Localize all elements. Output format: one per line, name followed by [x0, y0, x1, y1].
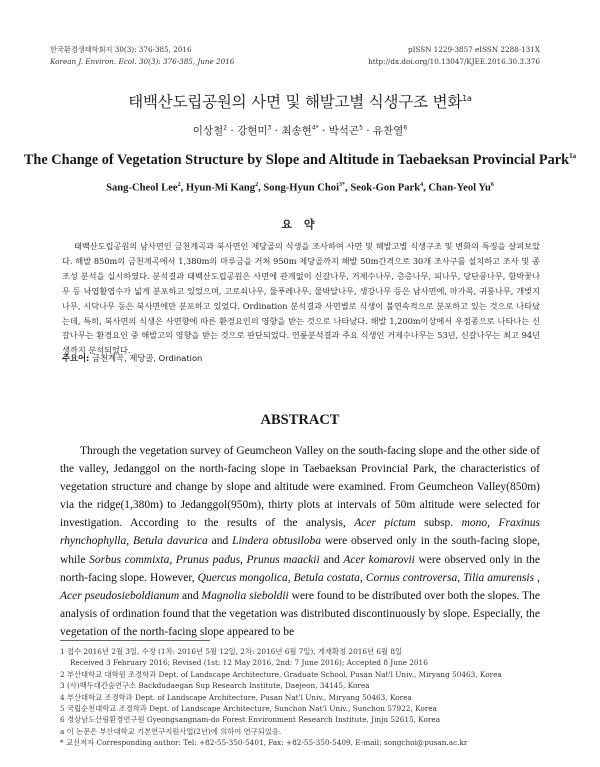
- abstract-text: were found to be distributed over both the slopes. The analysis of ordination found that the vegetation was distributed discontinuously by slope. Especially, the vegetation of the north-facing slope appeared to be: [60, 589, 540, 638]
- author-separator: ·: [271, 125, 282, 137]
- author-name: Sang-Cheol Lee: [106, 182, 178, 194]
- summary-heading: 요 약: [281, 218, 319, 231]
- footnote-line: [60, 692, 550, 703]
- title-korean-mark: 1a: [462, 93, 472, 103]
- author-affiliation-mark: 5: [359, 124, 363, 132]
- footnote-line: [60, 726, 550, 737]
- author-affiliation-mark: 6: [403, 124, 408, 132]
- keywords-text: 금천계곡, 제당골, Ordination: [92, 353, 203, 363]
- keywords: [62, 352, 540, 364]
- footnote-text: * 교신저자 Corresponding author: Tel: +82-55-350-5401, Fax: +82-55-350-5409, E-mail: songchoi@pusan.ac.kr: [60, 738, 468, 748]
- species-name: Quercus mongolica, Betula costata, Cornus controversa, Tilia amurensis: [197, 571, 535, 584]
- species-name: Lindera obtusiloba: [232, 535, 321, 548]
- footnotes: [60, 646, 550, 749]
- author-separator: ·: [318, 125, 329, 137]
- journal-citation: [50, 44, 234, 68]
- footnote-line: [60, 669, 550, 680]
- footnote-line: [60, 657, 550, 668]
- abstract-text: ,: [534, 571, 541, 584]
- footnote-line: [60, 714, 550, 725]
- author-affiliation-mark: 3*: [339, 182, 346, 188]
- doi-link[interactable]: http://dx.doi.org/10.13047/KJEE.2016.30.3.376: [368, 57, 540, 66]
- footnote-line: [60, 703, 550, 714]
- abstract-text: and: [207, 535, 233, 548]
- author-affiliation-mark: 2: [255, 182, 259, 188]
- summary-body: 태백산도립공원의 남사면인 금천계곡과 북사면인 제당골의 식생을 조사하여 사면 및 해발고별 식생구조 및 변화의 특징을 살펴보았다. 해발 850m의 금천계곡에서 1,380m의 마루금을 거쳐 950m 제당골까지 해발 50m간격으로 30개 조사구를 설치하고 조사 및 종조성 분석을 실시하였다. 분석결과 태백산도립공원은 사면에 관계없이 신갈나무, 거제수나무, 층층나무, 피나무, 당단풍나무, 함박꽃나무 등 낙엽활엽수가 넓게 분포하고 있었으며, 고로쇠나무, 물푸레나무, 물박달나무, 생강나무 등은 남사면에, 마가목, 귀룽나무, 개벚지나무, 시닥나무 등은 북사면에만 분포하고 있었다. Ordination 분석결과 사면별로 식생이 불연속적으로 분포하고 있는 것으로 나타났는데, 특히, 북사면의 식생은 사면향에 따른 환경요인의 영향을 받는 것으로 나타났다. 해발 1,200m이상에서 우점종으로 나타나는 신갈나무는 환경요인 중 해발고의 영향을 받는 것으로 판단되었다. 연륜분석결과 주요 식생인 거제수나무는 53년, 신갈나무는 최고 94년생까지 분석되었다.: [62, 241, 540, 356]
- footnote-line: [60, 646, 550, 657]
- journal-identifiers: [368, 44, 540, 68]
- abstract-body: [60, 442, 540, 641]
- journal-name-ko: 한국환경생태학회지 30(3): 376-385, 2016: [50, 45, 192, 54]
- author-affiliation-mark: 4: [420, 182, 424, 188]
- author-name: Song-Hyun Choi: [263, 182, 340, 194]
- author-name: 이상철: [192, 125, 224, 137]
- author-name: 유찬열: [372, 125, 404, 137]
- author-affiliation-mark: 2: [177, 182, 181, 188]
- author-name: Hyun-Mi Kang: [185, 182, 256, 194]
- author-name: Chan-Yeol Yu: [428, 182, 491, 194]
- species-name: Acer komarovii: [343, 553, 415, 566]
- footnote-text: 2 부산대학교 대학원 조경학과 Dept. of Landscape Architecture, Graduate School, Pusan Nat'l Univ., Miryang 50463, Korea: [60, 669, 502, 679]
- footnote-text: 4 부산대학교 조경학과 Dept. of Landscape Architecture, Pusan Nat'l Univ., Miryang 50463, Korea: [60, 692, 412, 702]
- title-korean-text: 태백산도립공원의 사면 및 해발고별 식생구조 변화: [128, 93, 463, 111]
- title-english-text: The Change of Vegetation Structure by Slope and Altitude in Taebaeksan Provincial Park: [23, 152, 570, 168]
- author-separator: ,: [258, 182, 264, 194]
- footnote-text: 1 접수 2016년 2월 3일, 수정 (1차: 2016년 5월 12일, 2차: 2016년 6월 7일), 게재확정 2016년 6월 8일: [60, 647, 403, 656]
- abstract-text: and: [179, 589, 202, 602]
- footnote-text: 5 국립순천대학교 조경학과 Dept. of Landscape Architecture, Sunchon Nat'l Univ., Sunchon 57922, Korea: [60, 704, 437, 714]
- species-name: mono, Fraxinus rhynchophylla, Betula davurica: [60, 517, 541, 548]
- species-name: Magnolia sieboldii: [201, 589, 289, 602]
- author-name: 강현미: [237, 125, 268, 137]
- footnote-text: 6 경상남도산림환경연구원 Gyeongsangnam-do Forest Environment Research Institute, Jinju 52615, Korea: [60, 715, 441, 725]
- species-name: Acer pictum: [354, 517, 416, 530]
- footnote-divider: [60, 640, 210, 641]
- author-affiliation-mark: 4*: [311, 124, 319, 132]
- abstract-text: Through the vegetation survey of Geumcheon Valley on the south-facing slope and the other side of the valley, Jedanggol on the north-facing slope in Taebaeksan Provincial Park, the characteristics of vegetation structure and change by slope and altitude were examined. From Geumcheon Valley(850m) via the ridge(1,380m) to Jedanggol(950m), thirty plots at intervals of 50m altitude were selected for investigation. According to the results of the analysis,: [60, 445, 540, 530]
- author-name: 최송현: [281, 125, 312, 137]
- footnote-line: [60, 680, 550, 691]
- abstract-text: were observed only in the south-facing slope, while: [60, 535, 541, 566]
- author-affiliation-mark: 2: [223, 124, 228, 132]
- footnote-text: a 이 논문은 부산대학교 기본연구지원사업(2년)에 의하여 연구되었음.: [60, 726, 282, 736]
- author-affiliation-mark: 6: [490, 182, 494, 188]
- author-separator: ,: [180, 182, 186, 194]
- footnote-text: 3 (사)백두대간숲연구소 Backdudaegan Sup Research Institute, Daejeon, 34145, Korea: [60, 681, 370, 691]
- abstract-text: subsp.: [415, 517, 462, 530]
- authors-korean: [0, 123, 600, 138]
- abstract-heading: ABSTRACT: [260, 412, 340, 428]
- issn: pISSN 1229-3857 eISSN 2288-131X: [408, 45, 540, 54]
- title-english: [0, 152, 600, 169]
- journal-name-en: Korean J. Environ. Ecol. 30(3): 376-385, June 2016: [50, 57, 235, 66]
- title-english-mark: 1a: [569, 152, 577, 161]
- author-name: Seok-Gon Park: [350, 182, 421, 194]
- abstract-text: were observed only in the north-facing slope. However,: [60, 553, 540, 584]
- author-separator: ,: [345, 182, 351, 194]
- authors-english: [0, 182, 600, 194]
- keywords-label: 주요어:: [62, 353, 90, 363]
- author-separator: ·: [227, 125, 238, 137]
- author-name: 박석곤: [328, 125, 360, 137]
- title-korean: [0, 90, 600, 112]
- author-separator: ,: [423, 182, 429, 194]
- author-affiliation-mark: 3: [267, 124, 272, 132]
- species-name: Sorbus commixta, Prunus padus, Prunus maackii: [89, 553, 320, 566]
- footnote-line: [60, 737, 550, 748]
- footnote-text: Received 3 February 2016; Revised (1st: 12 May 2016, 2nd: 7 June 2016); Accepted 8 June 2016: [70, 658, 428, 668]
- abstract-text: and: [319, 553, 344, 566]
- author-separator: ·: [362, 125, 373, 137]
- species-name: Acer pseudosieboldianum: [60, 589, 180, 602]
